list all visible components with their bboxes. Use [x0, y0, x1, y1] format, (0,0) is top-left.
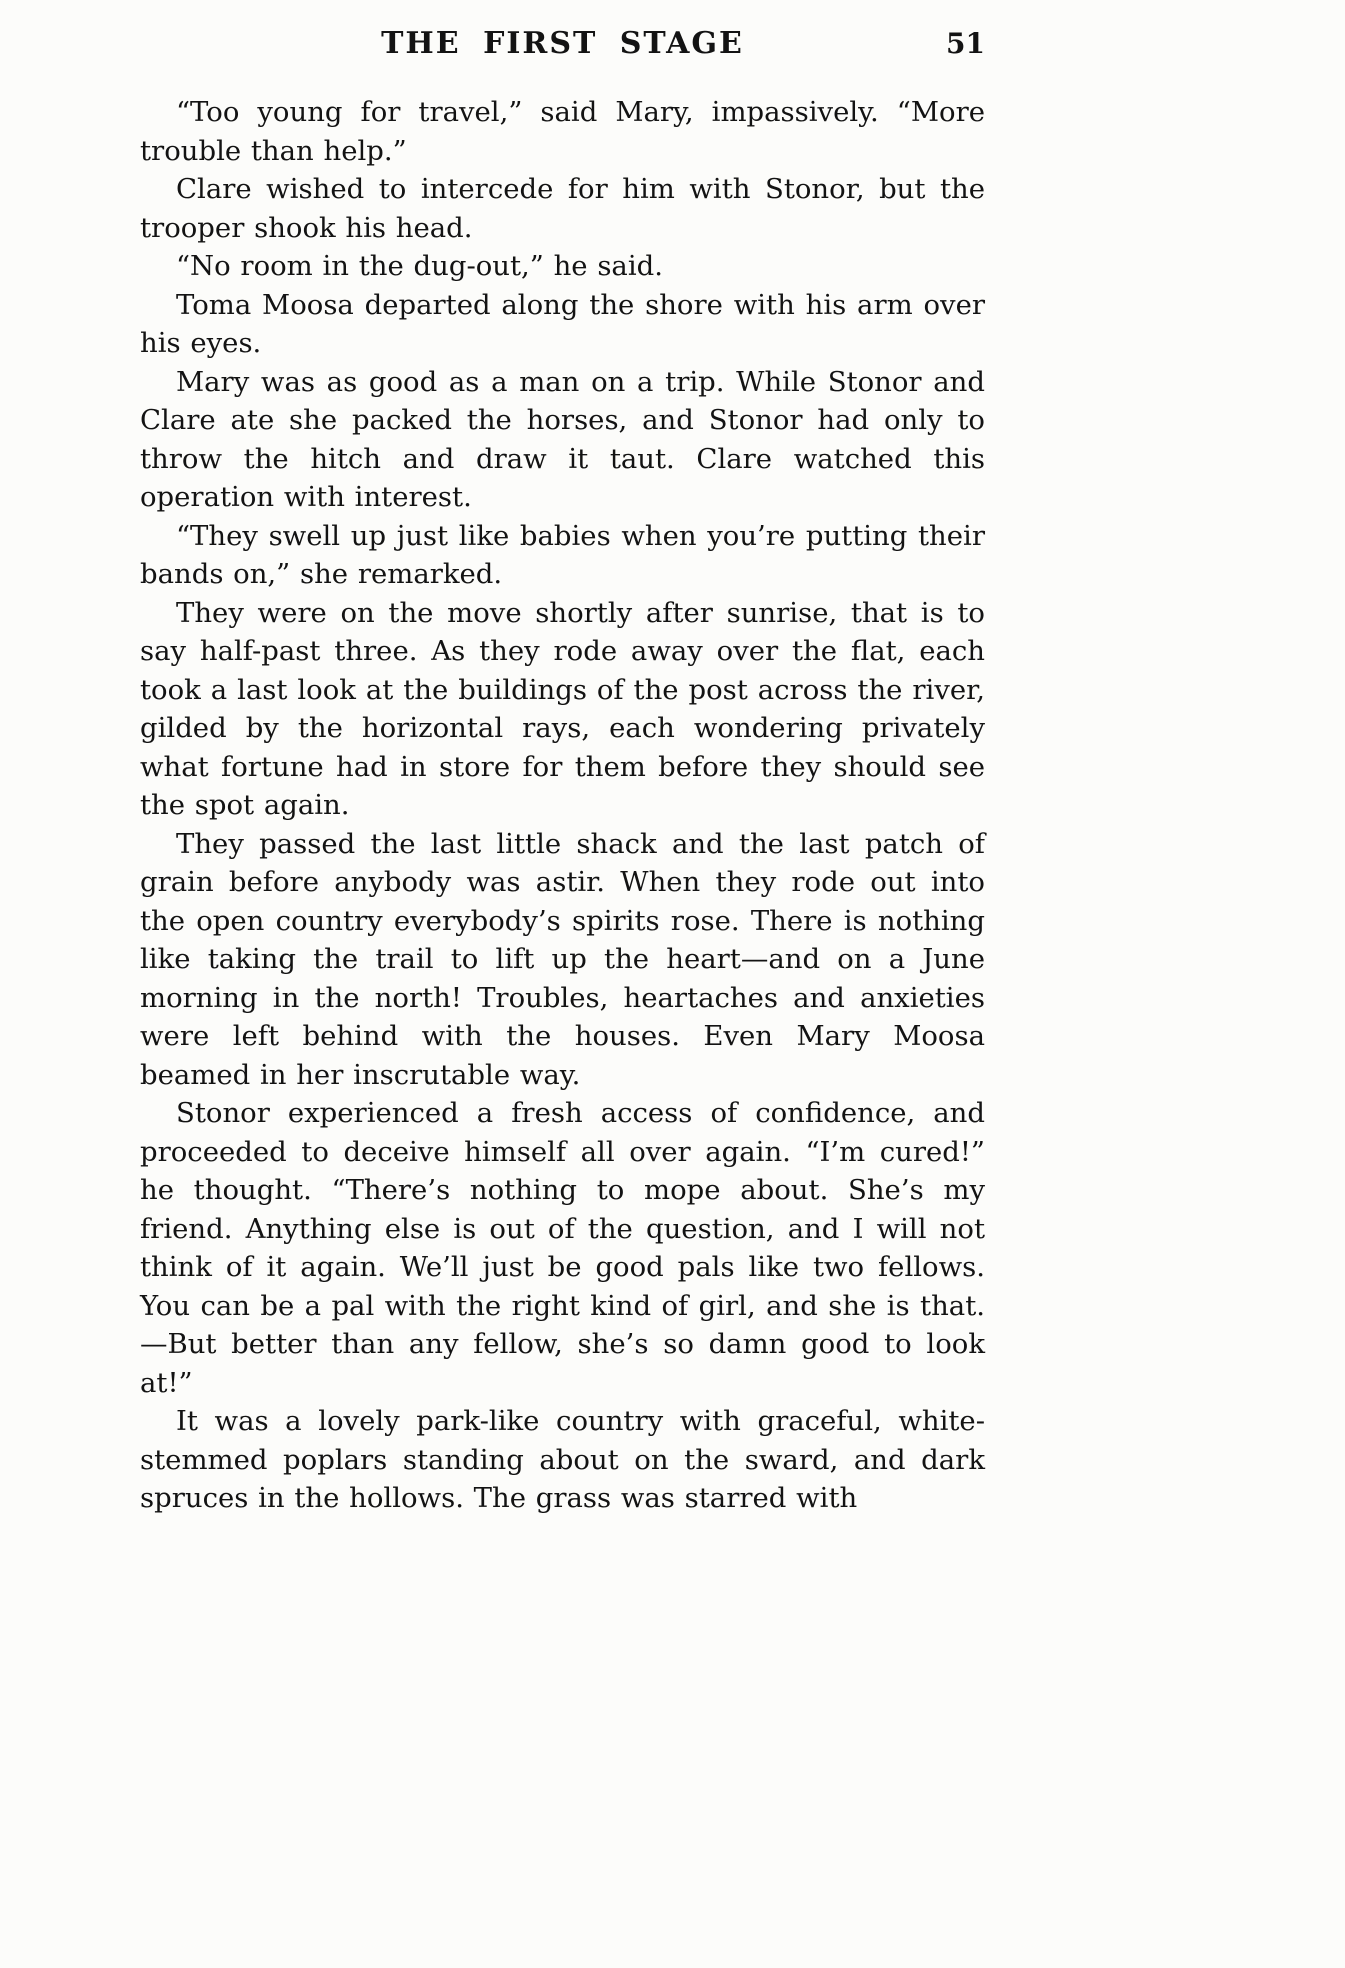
paragraph: Clare wished to intercede for him with Stonor, but the trooper shook his head.: [140, 173, 985, 244]
text-block: [140, 93, 985, 1518]
paragraph: It was a lovely park-like country with graceful, white-stemmed poplars standing about on the sward, and dark spruces in the hollows. The grass was starred with: [140, 1405, 985, 1514]
paragraph: Stonor experienced a fresh access of confidence, and proceeded to deceive himself all over again. “I’m cured!” he thought. “There’s nothing to mope about. She’s my friend. Anything else is out of the question, and I will not think of it again. We’ll just be good pals like two fellows. You can be a pal with the right kind of girl, and she is that.—But better than any fellow, she’s so damn good to look at!”: [140, 1097, 985, 1399]
paragraph: “No room in the dug-out,” he said.: [176, 250, 663, 282]
paragraph: “They swell up just like babies when you’re putting their bands on,” she remarked.: [140, 519, 985, 590]
running-head: [140, 26, 985, 61]
page-number: 51: [946, 27, 985, 60]
paragraph: Toma Moosa departed along the shore with his arm over his eyes.: [140, 288, 985, 359]
paragraph: “Too young for travel,” said Mary, impassively. “More trouble than help.”: [140, 96, 985, 167]
paragraph: They were on the move shortly after sunrise, that is to say half-past three. As they rode away over the flat, each took a last look at the buildings of the post across the river, gilded by the horizontal rays, each wondering privately what fortune had in store for them before they should see the spot again.: [140, 596, 985, 821]
page-title: THE FIRST STAGE: [381, 26, 744, 61]
paragraph: They passed the last little shack and the last patch of grain before anybody was astir. When they rode out into the open country everybody’s spirits rose. There is nothing like taking the trail to lift up the heart—and on a June morning in the north! Troubles, heartaches and anxieties were left behind with the houses. Even Mary Moosa beamed in her inscrutable way.: [140, 827, 985, 1091]
paragraph: Mary was as good as a man on a trip. While Stonor and Clare ate she packed the horses, and Stonor had only to throw the hitch and draw it taut. Clare watched this operation with interest.: [140, 365, 985, 513]
